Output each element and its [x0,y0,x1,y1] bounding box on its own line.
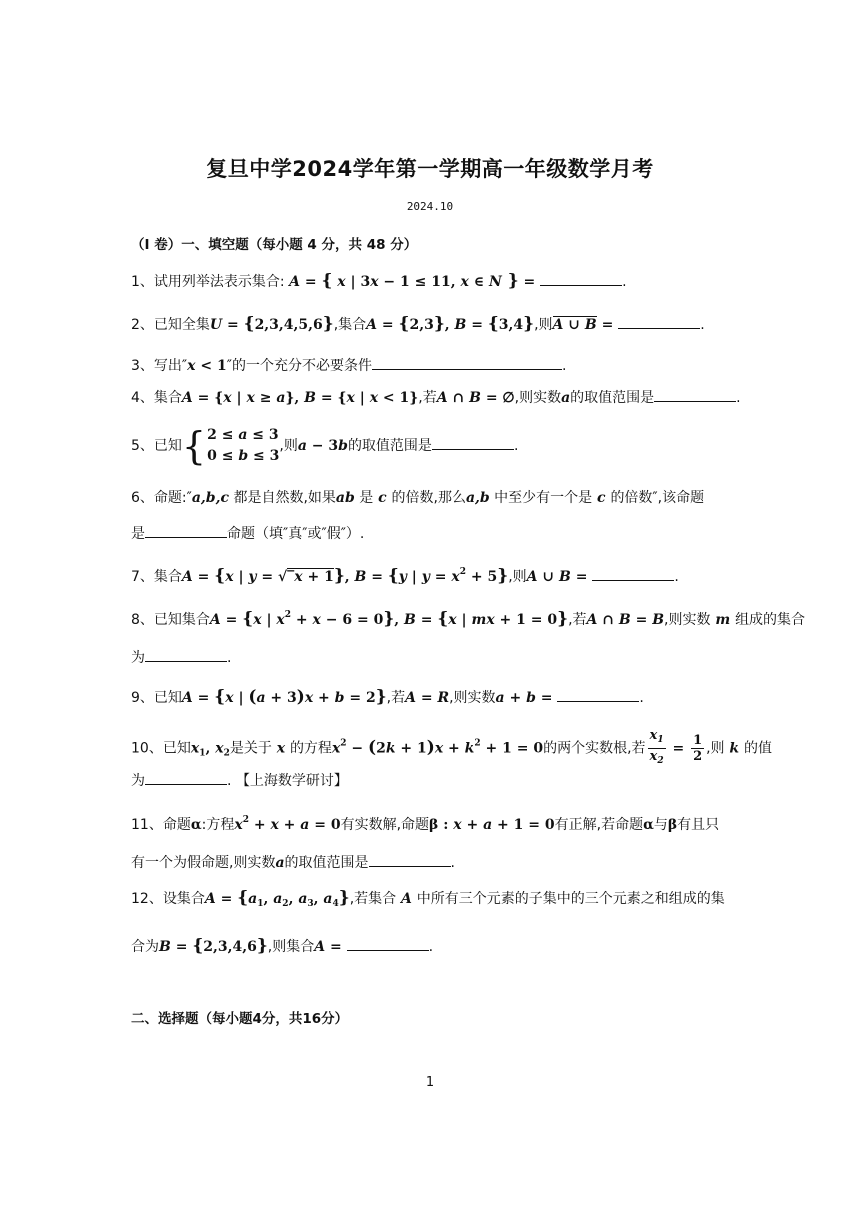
question-1: 1、试用列举法表示集合: A = { x | 3x − 1 ≤ 11, x ∈ N } = . [131,271,627,291]
answer-blank[interactable] [540,270,622,286]
section-fill-in-heading: （Ⅰ 卷）一、填空题（每小题 4 分，共 48 分） [131,237,418,253]
answer-blank[interactable] [372,354,562,370]
answer-blank[interactable] [618,313,700,329]
page-number: 1 [425,1075,435,1090]
inequality-system: { 2 ≤ a ≤ 3 0 ≤ b ≤ 3 [181,424,280,468]
question-10: 10、已知$x_1$, $x_2$是关于 x 的方程$x^2 - (2k + 1)x + k^2 + 1 = 0$的两个实数根,若 $\frac{x_1}{x_2}$ = $\frac{1}{2}$ ,则 k 的值 [131,728,773,766]
question-2: 2、已知全集U = {2,3,4,5,6},集合A = {2,3}, B = {3,4},则A ∪ B = . [131,314,705,334]
question-6: 6、命题:″a,b,c 都是自然数,如果ab 是 c 的倍数,那么a,b 中至少有一个是 c 的倍数″,该命题 [131,490,705,506]
math-expr: A [289,274,300,290]
question-9: 9、已知A = {x | (a + 3)x + b = 2},若A = R,则实数a + b = . [131,687,644,707]
exam-title: 复旦中学2024学年第一学期高一年级数学月考 [206,157,654,181]
question-12: 12、设集合$A = \{a_1$, $a_2$, $a_3$, $a_4$},若集合 A 中所有三个元素的子集中的三个元素之和组成的集 [131,888,725,909]
question-10-cont: 为 . 【上海数学研讨】 [131,769,731,791]
section-multiple-choice-heading: 二、选择题（每小题4分，共16分） [131,1011,349,1027]
exam-date: 2024.10 [406,200,454,213]
answer-blank[interactable] [369,851,451,867]
answer-blank[interactable] [557,686,639,702]
answer-blank[interactable] [145,769,227,785]
question-8: 8、已知集合A = {x | $x^2 + x - 6 = 0$}, B = {x | mx + 1 = 0},若A ∩ B = B,则实数 m 组成的集合 [131,609,806,629]
answer-blank[interactable] [145,646,227,662]
answer-blank[interactable] [145,522,227,538]
answer-blank[interactable] [592,565,674,581]
question-6-cont: 是 命题（填″真″或″假″）. [131,522,731,544]
question-11: 11、命题α:方程$x^2 + x + a = 0$有实数解,命题β : x + a + 1 = 0有正解,若命题α与β有且只 [131,815,720,833]
question-5: 5、已知 { 2 ≤ a ≤ 3 0 ≤ b ≤ 3 ,则a − 3b的取值范围是 . [131,424,519,468]
question-11-cont: 有一个为假命题,则实数a的取值范围是 . [131,851,731,873]
answer-blank[interactable] [347,935,429,951]
answer-blank[interactable] [654,386,736,402]
question-4: 4、集合A = {x | x ≥ a}, B = {x | x < 1},若A ∩ B = ∅,则实数a的取值范围是 . [131,386,731,408]
answer-blank[interactable] [432,434,514,450]
question-3: 3、写出″x < 1″的一个充分不必要条件 . [131,354,731,376]
question-8-cont: 为 . [131,646,731,668]
question-12-cont: 合为B = {2,3,4,6},则集合A = . [131,936,434,956]
question-7: 7、集合A = {x | y = √‾x + 1}, B = {y | $y = x^2 + 5$},则A ∪ B = . [131,566,679,586]
